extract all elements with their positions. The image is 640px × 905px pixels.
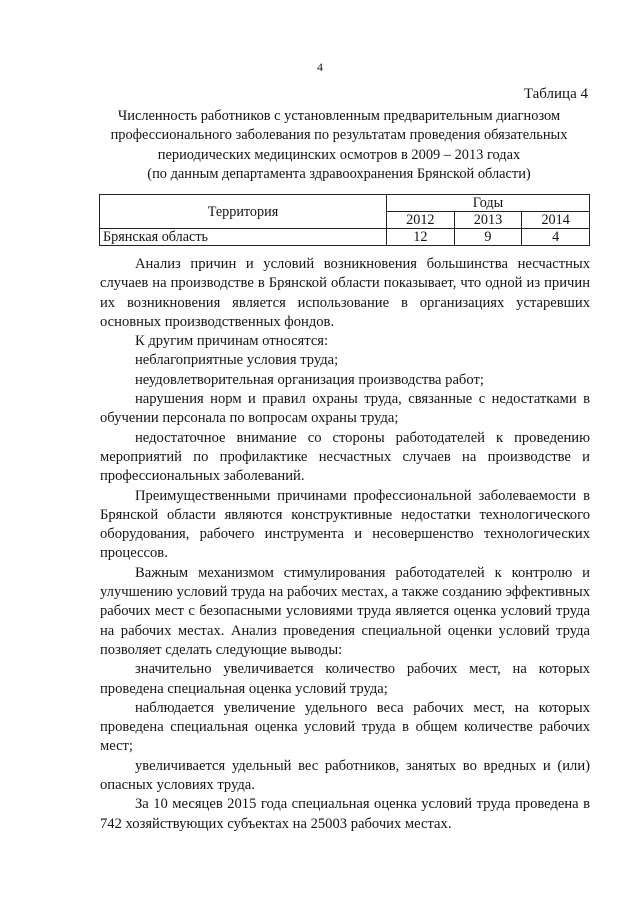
table-caption: Таблица 4	[523, 86, 588, 102]
value-cell: 4	[522, 229, 590, 246]
table-title-line: профессионального заболевания по результатам проведения обязательных	[110, 127, 568, 144]
page-number: 4	[317, 60, 323, 74]
table-title-line: периодических медицинских осмотров в 2009 – 2013 годах	[157, 146, 521, 163]
body-text	[100, 255, 590, 834]
statistics-table	[99, 194, 590, 246]
list-item: неблагоприятные условия труда;	[135, 352, 339, 369]
list-item: наблюдается увеличение удельного веса рабочих мест, на которых проведена специальная оценка условий труда в общем количестве рабочих мест;	[100, 699, 590, 755]
year-cell: 2013	[454, 212, 522, 229]
table-row	[100, 229, 590, 246]
territory-cell: Брянская область	[100, 229, 387, 246]
years-header: Годы	[386, 195, 589, 212]
value-cell: 9	[454, 229, 522, 246]
table-title-line: Численность работников с установленным предварительным диагнозом	[117, 108, 561, 124]
list-item: недостаточное внимание со стороны работодателей к проведению мероприятий по профилактике несчастных случаев на производстве и профессиональных заболеваний.	[100, 429, 590, 485]
list-item: неудовлетворительная организация производства работ;	[135, 371, 484, 388]
table-title-line: (по данным департамента здравоохранения Брянской области)	[147, 165, 531, 182]
paragraph: За 10 месяцев 2015 года специальная оценка условий труда проведена в 742 хозяйствующих субъектах на 25003 рабочих местах.	[100, 796, 590, 832]
list-item: значительно увеличивается количество рабочих мест, на которых проведена специальная оценка условий труда;	[100, 661, 590, 697]
paragraph: Важным механизмом стимулирования работодателей к контролю и улучшению условий труда на рабочих местах, а также созданию эффективных рабочих мест с безопасными условиями труда является оценка условий труда на рабочих местах. Анализ проведения специальной оценки условий труда позволяет сделать следующие выводы:	[100, 564, 590, 658]
territory-header: Территория	[100, 195, 387, 229]
table-header-row	[100, 195, 590, 212]
list-item: увеличивается удельный вес работников, занятых во вредных и (или) опасных условиях труда.	[100, 757, 590, 794]
value-cell: 12	[386, 229, 454, 246]
table-title	[88, 107, 590, 184]
year-cell: 2014	[522, 212, 590, 229]
paragraph: К другим причинам относятся:	[135, 333, 329, 350]
paragraph: Преимущественными причинами профессиональной заболеваемости в Брянской области являются конструктивные недостатки технологического оборудования, рабочего инструмента и несовершенство технологических процессов.	[100, 487, 590, 562]
paragraph: Анализ причин и условий возникновения большинства несчастных случаев на производстве в Брянской области показывает, что одной из причин их возникновения является использование в организациях устаревших основных производственных фондов.	[100, 256, 590, 330]
list-item: нарушения норм и правил охраны труда, связанные с недостатками в обучении персонала по вопросам охраны труда;	[100, 391, 590, 427]
year-cell: 2012	[386, 212, 454, 229]
